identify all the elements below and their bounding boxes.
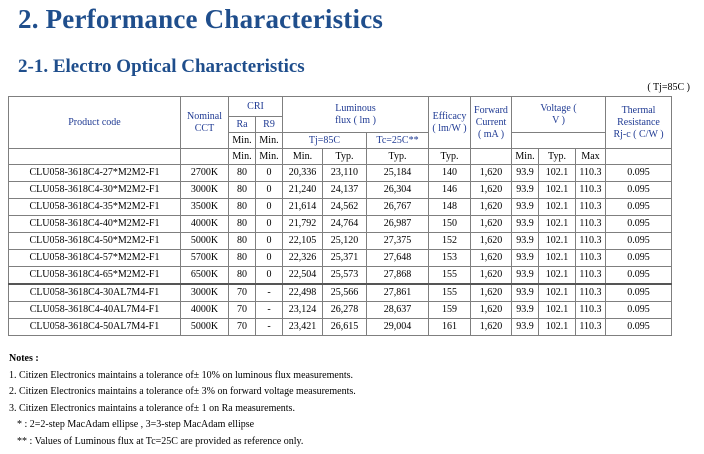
cell-efficacy-typ: 153 [429,250,471,267]
cell-product-code: CLU058-3618C4-35*M2M2-F1 [9,199,181,216]
cell-flux-tj-min: 23,124 [283,302,323,319]
header-thermal-resistance: Thermal Resistance Rj-c ( C/W ) [606,97,672,149]
cell-voltage-min: 93.9 [512,165,539,182]
cell-r9-min: 0 [256,233,283,250]
cell-forward-current: 1,620 [471,319,512,336]
header-voltage: Voltage ( V ) [512,97,606,133]
cell-nominal-cct: 2700K [181,165,229,182]
cell-flux-tj-min: 21,614 [283,199,323,216]
cell-forward-current: 1,620 [471,250,512,267]
cell-voltage-min: 93.9 [512,284,539,302]
cell-ra-min: 80 [229,267,256,285]
cell-voltage-min: 93.9 [512,250,539,267]
cell-r9-min: - [256,284,283,302]
table-row [9,250,672,267]
cell-voltage-max: 110.3 [576,233,606,250]
cell-voltage-max: 110.3 [576,182,606,199]
cell-voltage-max: 110.3 [576,250,606,267]
cell-product-code: CLU058-3618C4-40AL7M4-F1 [9,302,181,319]
table-row [9,319,672,336]
cell-product-code: CLU058-3618C4-57*M2M2-F1 [9,250,181,267]
notes-section [9,351,356,450]
cell-ra-min: 80 [229,233,256,250]
cell-efficacy-typ: 159 [429,302,471,319]
cell-flux-tj-typ: 25,371 [323,250,367,267]
note-item: * : 2=2-step MacAdam ellipse , 3=3-step MacAdam ellipse [17,419,255,430]
cell-flux-tj-min: 23,421 [283,319,323,336]
cell-thermal-resistance: 0.095 [606,319,672,336]
subheader-blank [471,149,512,165]
subheader-blank [181,149,229,165]
cell-nominal-cct: 3000K [181,284,229,302]
cell-flux-tc-typ: 27,861 [367,284,429,302]
cell-flux-tj-min: 22,504 [283,267,323,285]
cell-ra-min: 70 [229,302,256,319]
cell-product-code: CLU058-3618C4-65*M2M2-F1 [9,267,181,285]
cell-nominal-cct: 3000K [181,182,229,199]
page-title: 2. Performance Characteristics [18,4,384,34]
cell-thermal-resistance: 0.095 [606,182,672,199]
subheader-blank [9,149,181,165]
subheader-voltage-typ: Typ. [539,149,576,165]
cell-flux-tc-typ: 27,868 [367,267,429,285]
notes-title: Notes : [9,353,39,364]
table-row [9,284,672,302]
cell-voltage-max: 110.3 [576,302,606,319]
cell-r9-min: 0 [256,250,283,267]
header-ra: Ra [229,117,256,133]
cell-flux-tj-typ: 26,278 [323,302,367,319]
header-tj: Tj=85C [283,133,367,149]
cell-flux-tc-typ: 26,987 [367,216,429,233]
cell-forward-current: 1,620 [471,199,512,216]
cell-forward-current: 1,620 [471,216,512,233]
cell-voltage-max: 110.3 [576,267,606,285]
cell-ra-min: 70 [229,284,256,302]
cell-product-code: CLU058-3618C4-27*M2M2-F1 [9,165,181,182]
cell-nominal-cct: 5000K [181,319,229,336]
subheader-flux-typ: Typ. [323,149,367,165]
cell-flux-tc-typ: 29,004 [367,319,429,336]
cell-voltage-min: 93.9 [512,199,539,216]
cell-voltage-min: 93.9 [512,182,539,199]
cell-voltage-min: 93.9 [512,267,539,285]
cell-nominal-cct: 5000K [181,233,229,250]
cell-efficacy-typ: 146 [429,182,471,199]
table-row [9,199,672,216]
cell-nominal-cct: 3500K [181,199,229,216]
cell-nominal-cct: 6500K [181,267,229,285]
cell-ra-min: 80 [229,216,256,233]
cell-nominal-cct: 4000K [181,302,229,319]
header-product-code: Product code [9,97,181,149]
cell-flux-tc-typ: 27,375 [367,233,429,250]
subheader-efficacy-typ: Typ. [429,149,471,165]
cell-product-code: CLU058-3618C4-30*M2M2-F1 [9,182,181,199]
subheader-ra-min-2: Min. [229,149,256,165]
cell-thermal-resistance: 0.095 [606,267,672,285]
cell-flux-tc-typ: 26,304 [367,182,429,199]
note-item: 2. Citizen Electronics maintains a tolerance of± 3% on forward voltage measurements. [9,386,356,397]
cell-flux-tj-min: 21,240 [283,182,323,199]
section-title: 2-1. Electro Optical Characteristics [18,56,305,77]
electro-optical-table [8,96,672,336]
cell-ra-min: 80 [229,199,256,216]
cell-voltage-typ: 102.1 [539,182,576,199]
cell-flux-tj-typ: 24,562 [323,199,367,216]
subheader-voltage-max: Max [576,149,606,165]
header-tc: Tc=25C** [367,133,429,149]
cell-thermal-resistance: 0.095 [606,284,672,302]
header-cri: CRI [229,97,283,117]
cell-thermal-resistance: 0.095 [606,199,672,216]
table-row [9,216,672,233]
cell-voltage-typ: 102.1 [539,233,576,250]
table-row [9,233,672,250]
cell-efficacy-typ: 150 [429,216,471,233]
cell-voltage-min: 93.9 [512,233,539,250]
cell-ra-min: 80 [229,250,256,267]
cell-forward-current: 1,620 [471,233,512,250]
cell-forward-current: 1,620 [471,165,512,182]
cell-voltage-typ: 102.1 [539,165,576,182]
cell-thermal-resistance: 0.095 [606,233,672,250]
table-body [9,165,672,336]
cell-nominal-cct: 5700K [181,250,229,267]
cell-thermal-resistance: 0.095 [606,302,672,319]
cell-efficacy-typ: 152 [429,233,471,250]
cell-product-code: CLU058-3618C4-50AL7M4-F1 [9,319,181,336]
table-row [9,165,672,182]
cell-flux-tj-min: 22,498 [283,284,323,302]
table-row [9,182,672,199]
cell-voltage-min: 93.9 [512,216,539,233]
cell-flux-tj-typ: 23,110 [323,165,367,182]
cell-flux-tj-min: 20,336 [283,165,323,182]
cell-efficacy-typ: 155 [429,284,471,302]
cell-flux-tj-typ: 25,120 [323,233,367,250]
cell-voltage-typ: 102.1 [539,250,576,267]
cell-flux-tj-typ: 24,764 [323,216,367,233]
cell-flux-tc-typ: 28,637 [367,302,429,319]
cell-forward-current: 1,620 [471,302,512,319]
subheader-voltage-min: Min. [512,149,539,165]
cell-flux-tc-typ: 25,184 [367,165,429,182]
cell-ra-min: 80 [229,165,256,182]
cell-ra-min: 70 [229,319,256,336]
cell-product-code: CLU058-3618C4-50*M2M2-F1 [9,233,181,250]
cell-flux-tc-typ: 26,767 [367,199,429,216]
subheader-r9-min: Min. [256,133,283,149]
cell-flux-tj-typ: 25,566 [323,284,367,302]
cell-r9-min: - [256,302,283,319]
cell-flux-tj-min: 22,105 [283,233,323,250]
note-item: 3. Citizen Electronics maintains a tolerance of± 1 on Ra measurements. [9,402,295,414]
subheader-blank [606,149,672,165]
cell-product-code: CLU058-3618C4-30AL7M4-F1 [9,284,181,302]
cell-thermal-resistance: 0.095 [606,165,672,182]
cell-voltage-typ: 102.1 [539,199,576,216]
cell-flux-tc-typ: 27,648 [367,250,429,267]
header-luminous-flux: Luminous flux ( lm ) [283,97,429,133]
header-forward-current: Forward Current ( mA ) [471,97,512,149]
cell-flux-tj-typ: 24,137 [323,182,367,199]
cell-efficacy-typ: 161 [429,319,471,336]
note-item: 1. Citizen Electronics maintains a tolerance of± 10% on luminous flux measurements. [9,369,354,381]
cell-voltage-max: 110.3 [576,216,606,233]
cell-voltage-max: 110.3 [576,284,606,302]
cell-voltage-min: 93.9 [512,302,539,319]
cell-flux-tj-min: 22,326 [283,250,323,267]
header-r9: R9 [256,117,283,133]
note-item: ** : Values of Luminous flux at Tc=25C are provided as reference only. [17,435,304,447]
cell-r9-min: 0 [256,267,283,285]
cell-voltage-typ: 102.1 [539,267,576,285]
cell-forward-current: 1,620 [471,284,512,302]
cell-r9-min: 0 [256,165,283,182]
cell-voltage-max: 110.3 [576,199,606,216]
subheader-flux-min: Min. [283,149,323,165]
subheader-r9-min-2: Min. [256,149,283,165]
cell-flux-tj-typ: 25,573 [323,267,367,285]
cell-r9-min: - [256,319,283,336]
cell-voltage-typ: 102.1 [539,302,576,319]
subheader-ra-min: Min. [229,133,256,149]
cell-thermal-resistance: 0.095 [606,216,672,233]
cell-thermal-resistance: 0.095 [606,250,672,267]
test-condition: ( Tj=85C ) [647,82,690,93]
cell-r9-min: 0 [256,199,283,216]
cell-efficacy-typ: 155 [429,267,471,285]
cell-product-code: CLU058-3618C4-40*M2M2-F1 [9,216,181,233]
cell-forward-current: 1,620 [471,267,512,285]
cell-voltage-min: 93.9 [512,319,539,336]
header-efficacy: Efficacy ( lm/W ) [429,97,471,149]
cell-voltage-max: 110.3 [576,319,606,336]
table-row [9,302,672,319]
cell-forward-current: 1,620 [471,182,512,199]
cell-nominal-cct: 4000K [181,216,229,233]
cell-r9-min: 0 [256,216,283,233]
cell-flux-tj-typ: 26,615 [323,319,367,336]
cell-voltage-max: 110.3 [576,165,606,182]
cell-voltage-typ: 102.1 [539,216,576,233]
cell-voltage-typ: 102.1 [539,284,576,302]
subheader-flux-tc-typ: Typ. [367,149,429,165]
cell-efficacy-typ: 140 [429,165,471,182]
table-row [9,267,672,285]
cell-efficacy-typ: 148 [429,199,471,216]
cell-r9-min: 0 [256,182,283,199]
cell-voltage-typ: 102.1 [539,319,576,336]
cell-flux-tj-min: 21,792 [283,216,323,233]
cell-ra-min: 80 [229,182,256,199]
header-nominal-cct: Nominal CCT [181,97,229,149]
